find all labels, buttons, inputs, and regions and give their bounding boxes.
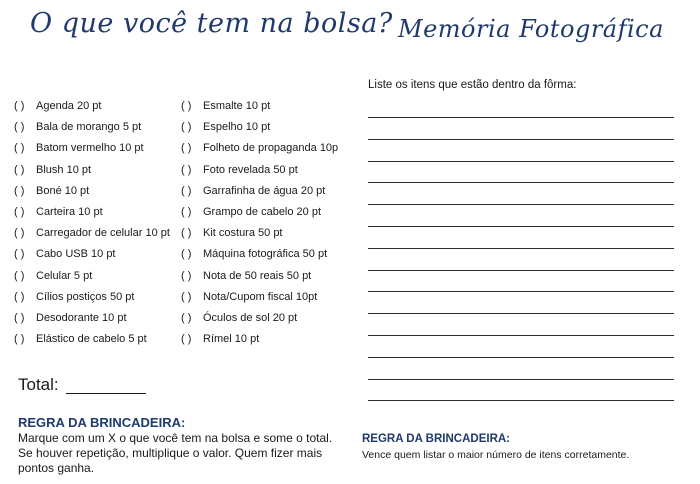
item-label: Folheto de propaganda 10p (203, 142, 339, 155)
item-label: Rímel 10 pt (203, 333, 260, 346)
item-label: Celular 5 pt (36, 269, 93, 282)
item-label: Cílios postiços 50 pt (36, 290, 135, 303)
list-item (181, 329, 346, 350)
list-item (181, 181, 346, 202)
item-label: Batom vermelho 10 pt (36, 142, 144, 155)
answer-line[interactable] (368, 357, 674, 358)
answer-line[interactable] (368, 313, 674, 314)
answer-line[interactable] (368, 335, 674, 336)
item-label: Blush 10 pt (36, 163, 92, 176)
answer-line[interactable] (368, 379, 674, 380)
checkbox[interactable]: ( ) (14, 142, 25, 155)
answer-line[interactable] (368, 400, 674, 401)
item-label: Espelho 10 pt (203, 121, 271, 134)
answer-line[interactable] (368, 161, 674, 162)
checkbox[interactable]: ( ) (181, 311, 192, 324)
item-label: Agenda 20 pt (36, 100, 102, 112)
item-label: Elástico de cabelo 5 pt (36, 333, 147, 346)
item-label: Desodorante 10 pt (36, 311, 127, 324)
list-item (181, 308, 346, 329)
checkbox[interactable]: ( ) (14, 333, 25, 346)
list-item (14, 308, 179, 329)
item-label: Óculos de sol 20 pt (203, 311, 298, 324)
left-rule-heading: REGRA DA BRINCADEIRA: (18, 415, 186, 430)
left-card-title: O que você tem na bolsa? (30, 8, 393, 39)
answer-line[interactable] (368, 204, 674, 205)
answer-line[interactable] (368, 270, 674, 271)
checkbox[interactable]: ( ) (14, 121, 25, 134)
answer-line[interactable] (368, 182, 674, 183)
checkbox[interactable]: ( ) (181, 100, 192, 112)
list-item (181, 223, 346, 244)
list-item (14, 138, 179, 159)
list-item (14, 244, 179, 265)
item-label: Cabo USB 10 pt (36, 248, 116, 261)
item-label: Grampo de cabelo 20 pt (203, 205, 322, 218)
list-item (181, 266, 346, 287)
item-label: Nota/Cupom fiscal 10pt (203, 290, 318, 303)
total-input-line[interactable] (66, 393, 146, 394)
list-item (181, 202, 346, 223)
list-item (181, 96, 346, 117)
list-item (181, 117, 346, 138)
answer-line[interactable] (368, 139, 674, 140)
checkbox[interactable]: ( ) (181, 163, 192, 176)
checkbox[interactable]: ( ) (14, 163, 25, 176)
checkbox[interactable]: ( ) (181, 121, 192, 134)
checkbox[interactable]: ( ) (181, 227, 192, 240)
item-label: Boné 10 pt (36, 184, 90, 197)
checkbox[interactable]: ( ) (14, 100, 25, 112)
checkbox[interactable]: ( ) (14, 227, 25, 240)
item-label: Garrafinha de água 20 pt (203, 184, 326, 197)
list-item (14, 329, 179, 350)
answer-line[interactable] (368, 291, 674, 292)
checkbox[interactable]: ( ) (14, 311, 25, 324)
item-label: Esmalte 10 pt (203, 100, 271, 112)
checkbox[interactable]: ( ) (181, 205, 192, 218)
item-label: Kit costura 50 pt (203, 227, 283, 240)
item-label: Carteira 10 pt (36, 205, 103, 218)
item-list-column-1 (14, 96, 179, 350)
right-rule-text: Vence quem listar o maior número de itens corretamente. (362, 449, 630, 461)
item-label: Carregador de celular 10 pt (36, 227, 170, 240)
checkbox[interactable]: ( ) (14, 290, 25, 303)
list-item (14, 117, 179, 138)
memory-instructions: Liste os itens que estão dentro da fôrma: (368, 79, 577, 91)
list-item (14, 223, 179, 244)
item-label: Nota de 50 reais 50 pt (203, 269, 312, 282)
list-item (14, 181, 179, 202)
checkbox[interactable]: ( ) (14, 184, 25, 197)
total-label: Total: (18, 375, 59, 394)
checkbox[interactable]: ( ) (181, 269, 192, 282)
checkbox[interactable]: ( ) (14, 269, 25, 282)
right-card-title: Memória Fotográfica (398, 15, 664, 43)
answer-line[interactable] (368, 117, 674, 118)
list-item (14, 266, 179, 287)
item-label: Foto revelada 50 pt (203, 163, 298, 176)
list-item (181, 244, 346, 265)
item-list-column-2 (181, 96, 346, 350)
list-item (181, 160, 346, 181)
item-label: Bala de morango 5 pt (36, 121, 142, 134)
checkbox[interactable]: ( ) (181, 184, 192, 197)
item-label: Máquina fotográfica 50 pt (203, 248, 328, 261)
checkbox[interactable]: ( ) (181, 290, 192, 303)
checkbox[interactable]: ( ) (14, 248, 25, 261)
checkbox[interactable]: ( ) (181, 333, 192, 346)
checkbox[interactable]: ( ) (181, 248, 192, 261)
checkbox[interactable]: ( ) (181, 142, 192, 155)
checkbox[interactable]: ( ) (14, 205, 25, 218)
answer-lines (368, 117, 674, 422)
left-rule-text: Marque com um X o que você tem na bolsa e some o total. Se houver repetição, multiplique o valor. Quem fizer mais pontos ganha. (18, 431, 333, 475)
list-item (181, 138, 346, 159)
right-rule-heading: REGRA DA BRINCADEIRA: (362, 433, 511, 445)
list-item (14, 96, 179, 117)
answer-line[interactable] (368, 226, 674, 227)
answer-line[interactable] (368, 248, 674, 249)
list-item (181, 287, 346, 308)
list-item (14, 160, 179, 181)
list-item (14, 287, 179, 308)
list-item (14, 202, 179, 223)
